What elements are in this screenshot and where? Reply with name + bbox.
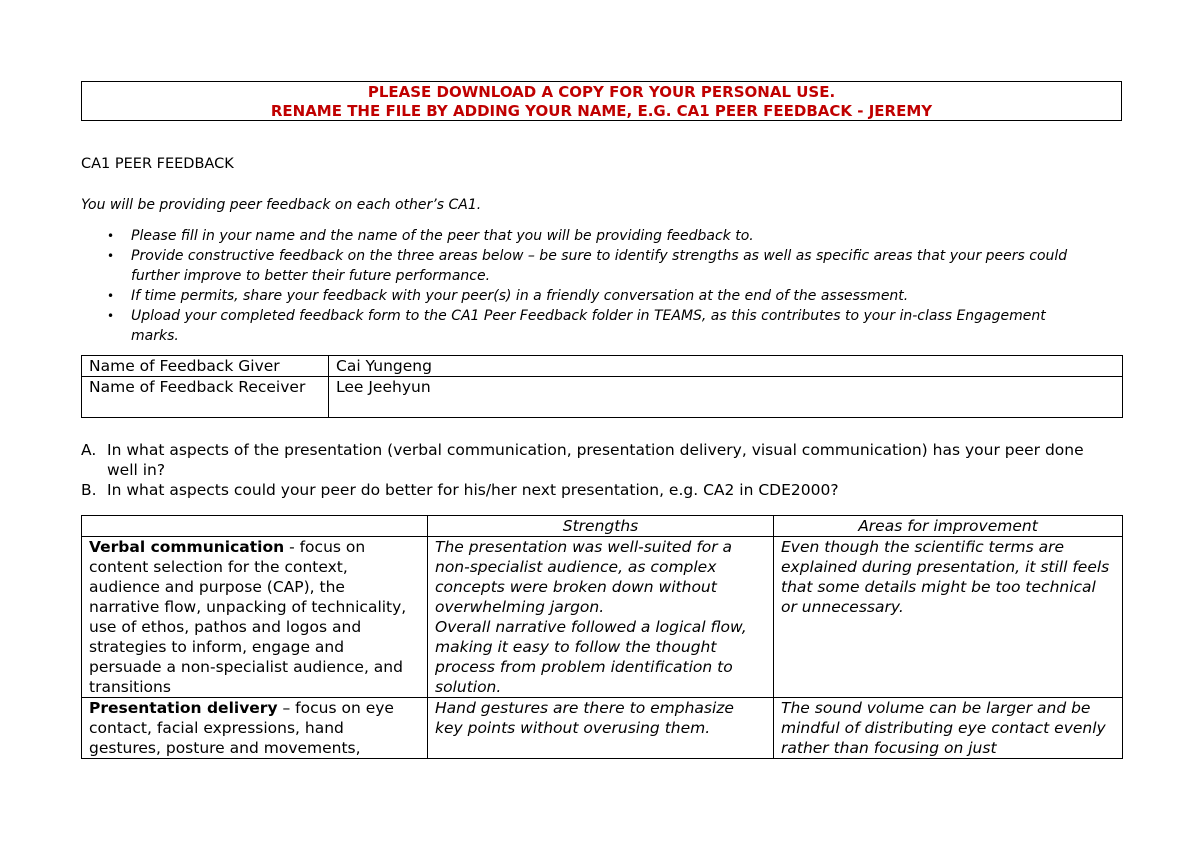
notice-line-2: RENAME THE FILE BY ADDING YOUR NAME, E.G. CA1 PEER FEEDBACK - JEREMY bbox=[270, 102, 933, 120]
area-cell bbox=[82, 698, 428, 759]
area-cell bbox=[82, 537, 428, 698]
form-title: CA1 PEER FEEDBACK bbox=[81, 156, 234, 172]
receiver-label: Name of Feedback Receiver bbox=[82, 377, 329, 418]
question-text: In what aspects could your peer do better for his/her next presentation, e.g. CA2 in CDE2000? bbox=[107, 481, 839, 499]
strengths-cell[interactable]: The presentation was well-suited for a non-specialist audience, as complex concepts were broken down without overwhelming jargon. Overall narrative followed a logical flow, making it easy to follow the thought process from problem identification to solution. bbox=[428, 537, 774, 698]
instruction-text: Upload your completed feedback form to the CA1 Peer Feedback folder in TEAMS, as this contributes to your in-class Engagement marks. bbox=[131, 308, 1046, 344]
receiver-value[interactable]: Lee Jeehyun bbox=[329, 377, 1123, 418]
instruction-text: Provide constructive feedback on the three areas below – be sure to identify strengths as well as specific areas that your peers could further improve to better their future performance. bbox=[131, 248, 1068, 284]
question-list bbox=[81, 440, 1111, 500]
intro-text: You will be providing peer feedback on each other’s CA1. bbox=[81, 197, 482, 213]
instruction-item bbox=[81, 286, 1091, 306]
bullet-icon: • bbox=[107, 289, 115, 303]
improvement-cell[interactable]: Even though the scientific terms are explained during presentation, it still feels that some details might be too technical or unnecessary. bbox=[774, 537, 1123, 698]
feedback-row-delivery bbox=[82, 698, 1123, 759]
improvement-cell[interactable] bbox=[774, 698, 1123, 759]
names-table bbox=[81, 355, 1123, 418]
notice-line-1: PLEASE DOWNLOAD A COPY FOR YOUR PERSONAL USE. bbox=[367, 83, 836, 101]
area-description: – focus on eye contact, facial expressions, hand gestures, posture and movements, bbox=[89, 699, 394, 757]
header-improvement: Areas for improvement bbox=[774, 516, 1123, 537]
question-marker: A. bbox=[81, 441, 97, 459]
area-title: Presentation delivery bbox=[89, 699, 278, 717]
instruction-text: If time permits, share your feedback with your peer(s) in a friendly conversation at the end of the assessment. bbox=[131, 288, 909, 304]
feedback-header-row bbox=[82, 516, 1123, 537]
area-title: Verbal communication bbox=[89, 538, 285, 556]
giver-value[interactable]: Cai Yungeng bbox=[329, 356, 1123, 377]
instruction-list bbox=[81, 226, 1091, 346]
instruction-item bbox=[81, 306, 1091, 346]
receiver-row bbox=[82, 377, 1123, 418]
question-text: In what aspects of the presentation (verbal communication, presentation delivery, visual communication) has your peer done well in? bbox=[107, 441, 1084, 479]
instruction-item bbox=[81, 246, 1091, 286]
feedback-table bbox=[81, 515, 1123, 759]
improvement-text: The sound volume can be larger and be mindful of distributing eye contact evenly rather than focusing on just bbox=[781, 699, 1106, 757]
header-strengths: Strengths bbox=[428, 516, 774, 537]
download-notice-box bbox=[81, 81, 1122, 121]
question-item bbox=[81, 480, 1111, 500]
giver-row bbox=[82, 356, 1123, 377]
strengths-text: Hand gestures are there to emphasize key points without overusing them. bbox=[435, 699, 734, 737]
feedback-row-verbal bbox=[82, 537, 1123, 698]
question-item bbox=[81, 440, 1111, 480]
giver-label: Name of Feedback Giver bbox=[82, 356, 329, 377]
bullet-icon: • bbox=[107, 309, 115, 323]
bullet-icon: • bbox=[107, 249, 115, 263]
instruction-text: Please fill in your name and the name of the peer that you will be providing feedback to. bbox=[131, 228, 754, 244]
bullet-icon: • bbox=[107, 229, 115, 243]
header-blank bbox=[82, 516, 428, 537]
question-marker: B. bbox=[81, 481, 97, 499]
strengths-cell[interactable] bbox=[428, 698, 774, 759]
instruction-item bbox=[81, 226, 1091, 246]
area-description: - focus on content selection for the context, audience and purpose (CAP), the narrative flow, unpacking of technicality, use of ethos, pathos and logos and strategies to inform, engage and persuade a non-specialist audience, and transitions bbox=[89, 538, 407, 696]
